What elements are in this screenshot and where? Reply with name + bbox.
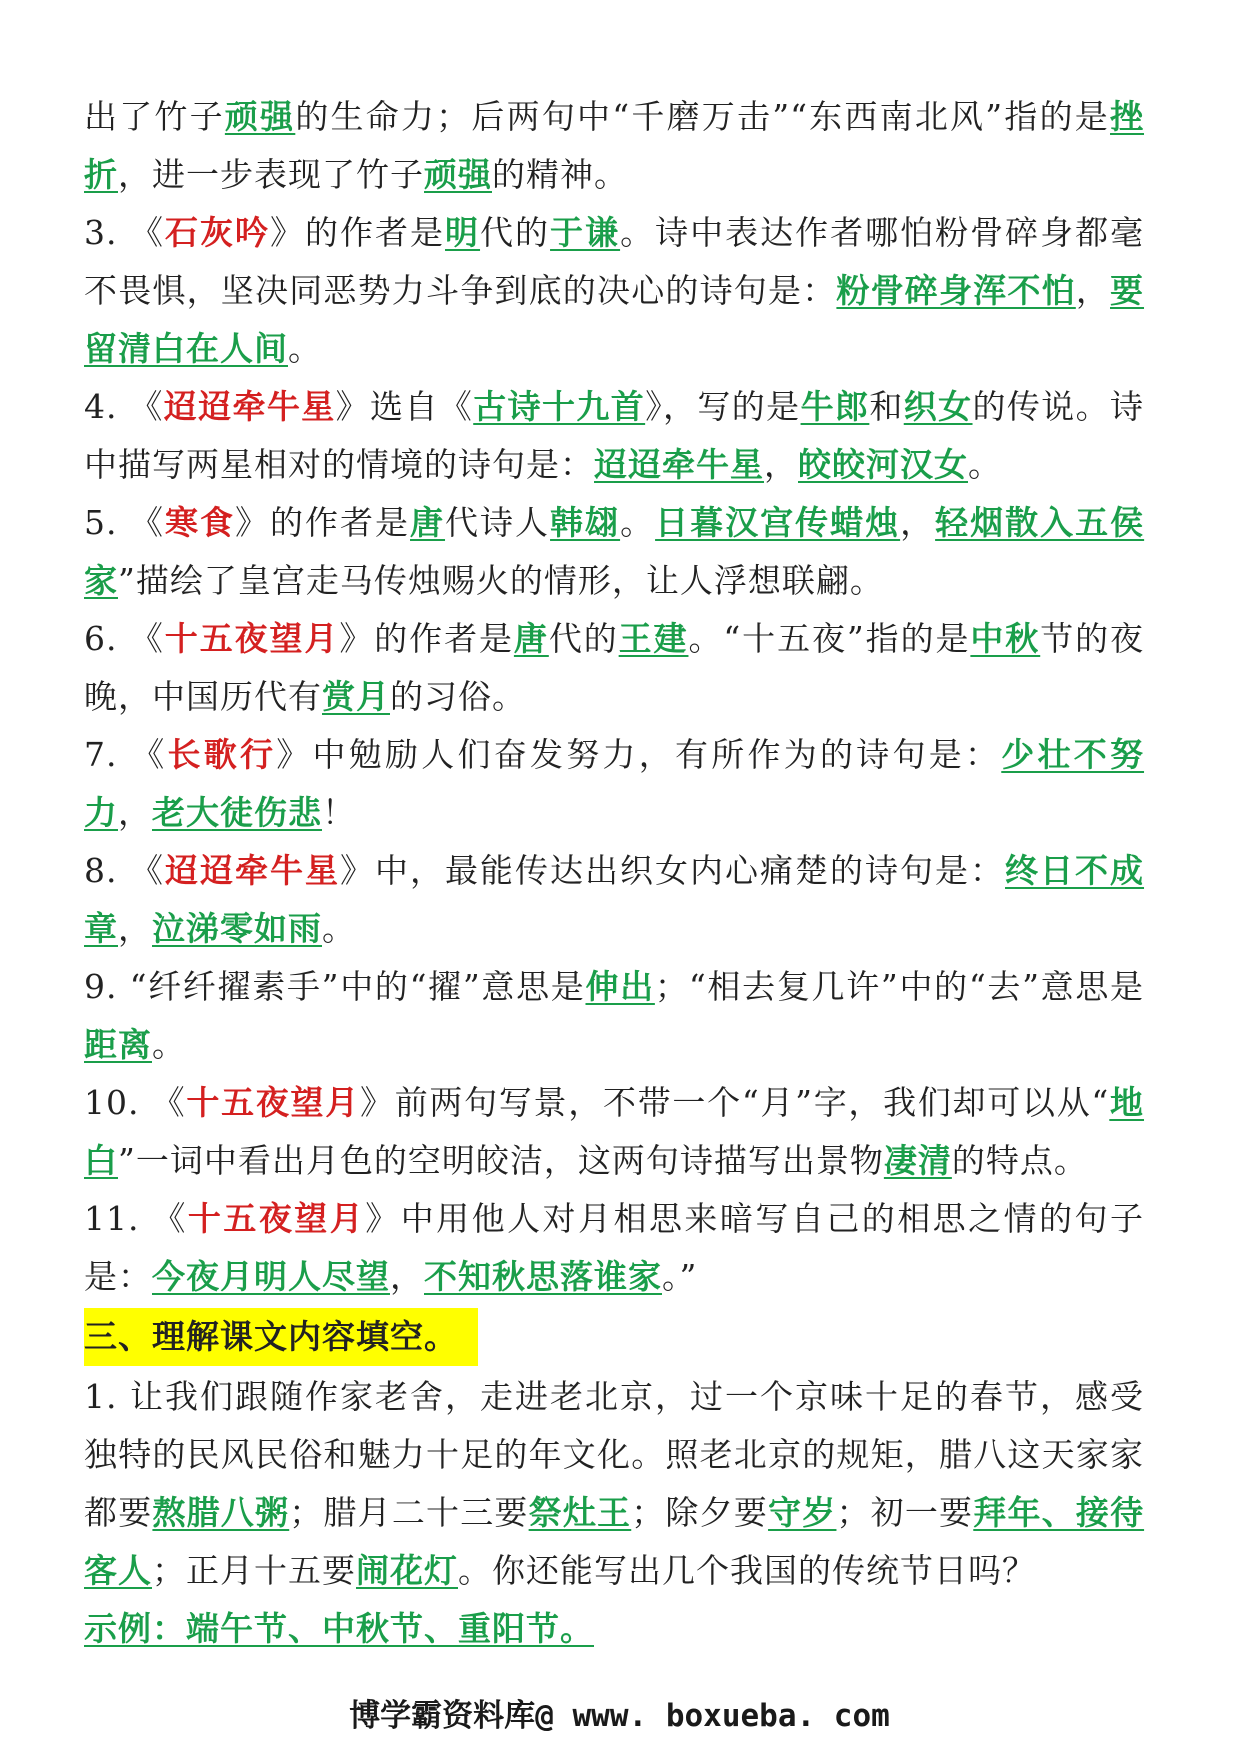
answer-text: 唐 [410, 503, 446, 542]
body-text: 。 [620, 503, 656, 542]
body-text: 的传说。诗中描写两星相对的情境的诗句是： [84, 387, 1145, 484]
body-text: 》中勉励人们奋发努力，有所作为的诗句是： [276, 735, 1002, 774]
question-item [84, 88, 1144, 204]
body-text: 1. 让我们跟随作家老舍，走进老北京，过一个京味十足的春节，感受独特的民风民俗和魅力十足的年文化。照老北京的规矩，腊八这天家家都要 [84, 1377, 1144, 1532]
question-item [84, 204, 1144, 378]
body-text: 11. 《 [84, 1199, 188, 1238]
body-text: 。 [968, 445, 1002, 484]
answer-text: 顽强 [424, 155, 492, 194]
title-text: 迢迢牵牛星 [163, 387, 336, 426]
answer-text: 距离 [84, 1025, 152, 1064]
title-text: 迢迢牵牛星 [164, 851, 340, 890]
question-item [84, 1190, 1144, 1306]
question-item [84, 610, 1144, 726]
body-text: 》中用他人对月相思来暗写自己的相思之情的句子是： [84, 1199, 1144, 1296]
answer-text: 织女 [903, 387, 973, 426]
body-text: ；腊月二十三要 [289, 1493, 529, 1532]
title-text: 石灰吟 [164, 213, 270, 252]
title-text: 十五夜望月 [164, 619, 340, 658]
answer-text: 少壮不努力 [84, 735, 1145, 832]
body-text: 6. 《 [84, 619, 165, 658]
title-text: 十五夜望月 [187, 1199, 366, 1238]
heading-highlight [84, 1308, 478, 1366]
answer-text: 粉骨碎身浑不怕 [836, 271, 1076, 310]
body-text: ， [390, 1257, 424, 1296]
title-text: 十五夜望月 [186, 1083, 360, 1122]
answer-text: 顽强 [224, 97, 296, 136]
question-item [84, 494, 1144, 610]
answer-text: 王建 [618, 619, 689, 658]
body-text: 》前两句写景，不带一个“月”字，我们却可以从“ [359, 1083, 1110, 1122]
answer-text: 泣涕零如雨 [152, 909, 322, 948]
body-text: 》的作者是 [270, 213, 446, 252]
body-text: 和 [869, 387, 904, 426]
body-text: ；正月十五要 [152, 1551, 356, 1590]
answer-text: 熬腊八粥 [152, 1493, 290, 1532]
answer-text: 于谦 [550, 213, 621, 252]
body-text: 。 [152, 1025, 186, 1064]
body-text: ， [900, 503, 936, 542]
question-item [84, 726, 1144, 842]
answer-text: 祭灶王 [528, 1493, 632, 1532]
section-heading [84, 1306, 1144, 1368]
body-text: 。诗中表达作者哪怕粉骨碎身都毫不畏惧，坚决同恶势力斗争到底的决心的诗句是： [84, 213, 1145, 310]
content-body [84, 88, 1144, 1658]
answer-text: 明 [445, 213, 481, 252]
body-text: 。” [662, 1257, 698, 1296]
answer-text: 中秋 [970, 619, 1041, 658]
body-text: 。 [322, 909, 356, 948]
body-text: 3. 《 [84, 213, 165, 252]
answer-text: 不知秋思落谁家 [424, 1257, 662, 1296]
question-item [84, 958, 1144, 1074]
answer-text: 唐 [513, 619, 549, 658]
body-text: 的习俗。 [390, 677, 526, 716]
answer-text: 迢迢牵牛星 [594, 445, 764, 484]
body-text: 4. 《 [84, 387, 164, 426]
title-text: 寒食 [164, 503, 235, 542]
body-text: ， [118, 909, 152, 948]
body-text: 》中，最能传达出织女内心痛楚的诗句是： [340, 851, 1006, 890]
body-text: ！ [322, 793, 356, 832]
question-item [84, 1368, 1144, 1600]
body-text: ；“相去复几许”中的“去”意思是 [654, 967, 1145, 1006]
body-text: 。“十五夜”指的是 [688, 619, 971, 658]
body-text: ， [1075, 271, 1111, 310]
body-text: 代诗人 [445, 503, 551, 542]
body-text: 代的 [548, 619, 619, 658]
body-text: 的生命力；后两句中“千磨万击”“东西南北风”指的是 [295, 97, 1111, 136]
body-text: 》的作者是 [235, 503, 411, 542]
answer-text: 要留清白在人间 [84, 271, 1145, 368]
answer-text: 闹花灯 [356, 1551, 458, 1590]
body-text: 。 [288, 329, 322, 368]
question-item [84, 1600, 1144, 1658]
answer-text: 地白 [84, 1083, 1145, 1180]
body-text: 出了竹子 [84, 97, 225, 136]
body-text: ；初一要 [836, 1493, 974, 1532]
body-text: ”一词中看出月色的空明皎洁，这两句诗描写出景物 [118, 1141, 884, 1180]
answer-text: 挫折 [84, 97, 1145, 194]
answer-text: 日暮汉宫传蜡烛 [655, 503, 901, 542]
body-text: 》的作者是 [339, 619, 514, 658]
question-item [84, 378, 1144, 494]
body-text: 9. “纤纤擢素手”中的“擢”意思是 [84, 967, 586, 1006]
body-text: 10. 《 [84, 1083, 187, 1122]
watermark-footer: 博学霸资料库@ www. boxueba. com [349, 1698, 890, 1734]
body-text: ， [118, 793, 152, 832]
answer-text: 古诗十九首 [473, 387, 646, 426]
answer-text: 守岁 [768, 1493, 837, 1532]
body-text: 节的夜晚，中国历代有 [84, 619, 1145, 716]
answer-text: 牛郎 [800, 387, 870, 426]
answer-text: 轻烟散入五侯家 [84, 503, 1145, 600]
body-text: ，进一步表现了竹子 [118, 155, 424, 194]
body-text: 三、理解课文内容填空。 [84, 1317, 458, 1356]
answer-text: 韩翃 [550, 503, 621, 542]
question-item [84, 1074, 1144, 1190]
body-text: 》，写的是 [645, 387, 801, 426]
body-text: ， [764, 445, 798, 484]
answer-text: 今夜月明人尽望 [152, 1257, 390, 1296]
body-text: 。你还能写出几个我国的传统节日吗？ [458, 1551, 1036, 1590]
body-text: 7. 《 [84, 735, 168, 774]
body-text: 8. 《 [84, 851, 165, 890]
answer-text: 老大徒伤悲 [152, 793, 322, 832]
question-item [84, 842, 1144, 958]
answer-text: 皎皎河汉女 [798, 445, 968, 484]
answer-text: 伸出 [585, 967, 655, 1006]
answer-text: 拜年、接待客人 [84, 1493, 1145, 1590]
body-text: ”描绘了皇宫走马传烛赐火的情形，让人浮想联翩。 [118, 561, 884, 600]
body-text: 的特点。 [951, 1141, 1088, 1180]
body-text: 的精神。 [492, 155, 628, 194]
answer-text: 示例：端午节、中秋节、重阳节。 [84, 1609, 594, 1648]
answer-text: 凄清 [883, 1141, 952, 1180]
title-text: 长歌行 [167, 735, 277, 774]
answer-text: 赏月 [322, 677, 390, 716]
answer-text: 终日不成章 [84, 851, 1145, 948]
body-text: 》选自《 [335, 387, 474, 426]
body-text: 代的 [480, 213, 551, 252]
body-text: 5. 《 [84, 503, 165, 542]
body-text: ；除夕要 [631, 1493, 769, 1532]
